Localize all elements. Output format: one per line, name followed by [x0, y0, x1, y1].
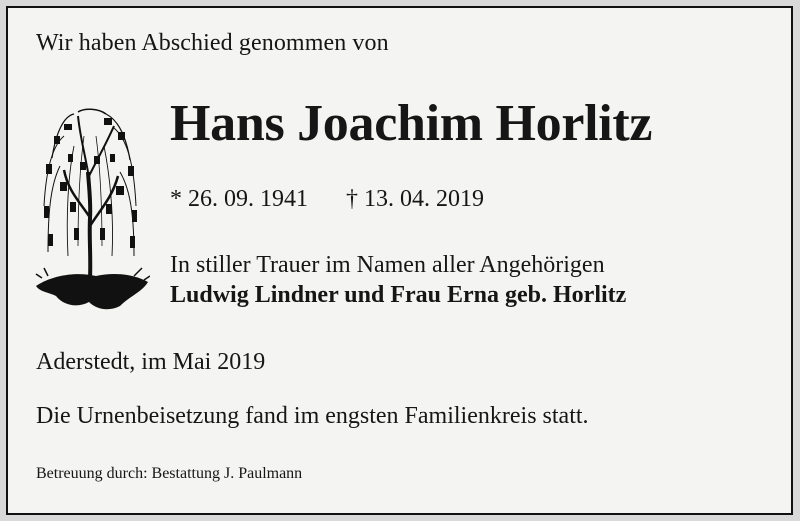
deceased-name: Hans Joachim Horlitz — [170, 95, 653, 152]
burial-note: Die Urnenbeisetzung fand im engsten Familienkreis statt. — [36, 403, 589, 429]
birth-date: * 26. 09. 1941 — [170, 186, 308, 212]
intro-text: Wir haben Abschied genommen von — [36, 30, 389, 56]
mourning-line: In stiller Trauer im Namen aller Angehörigen — [170, 252, 605, 278]
weeping-willow-icon — [34, 106, 150, 312]
place-and-date: Aderstedt, im Mai 2019 — [36, 349, 266, 375]
death-date: † 13. 04. 2019 — [346, 186, 484, 212]
obituary-notice — [6, 6, 793, 515]
mourners-names: Ludwig Lindner und Frau Erna geb. Horlitz — [170, 282, 627, 308]
funeral-home-credit: Betreuung durch: Bestattung J. Paulmann — [36, 465, 303, 482]
life-dates — [170, 186, 484, 213]
